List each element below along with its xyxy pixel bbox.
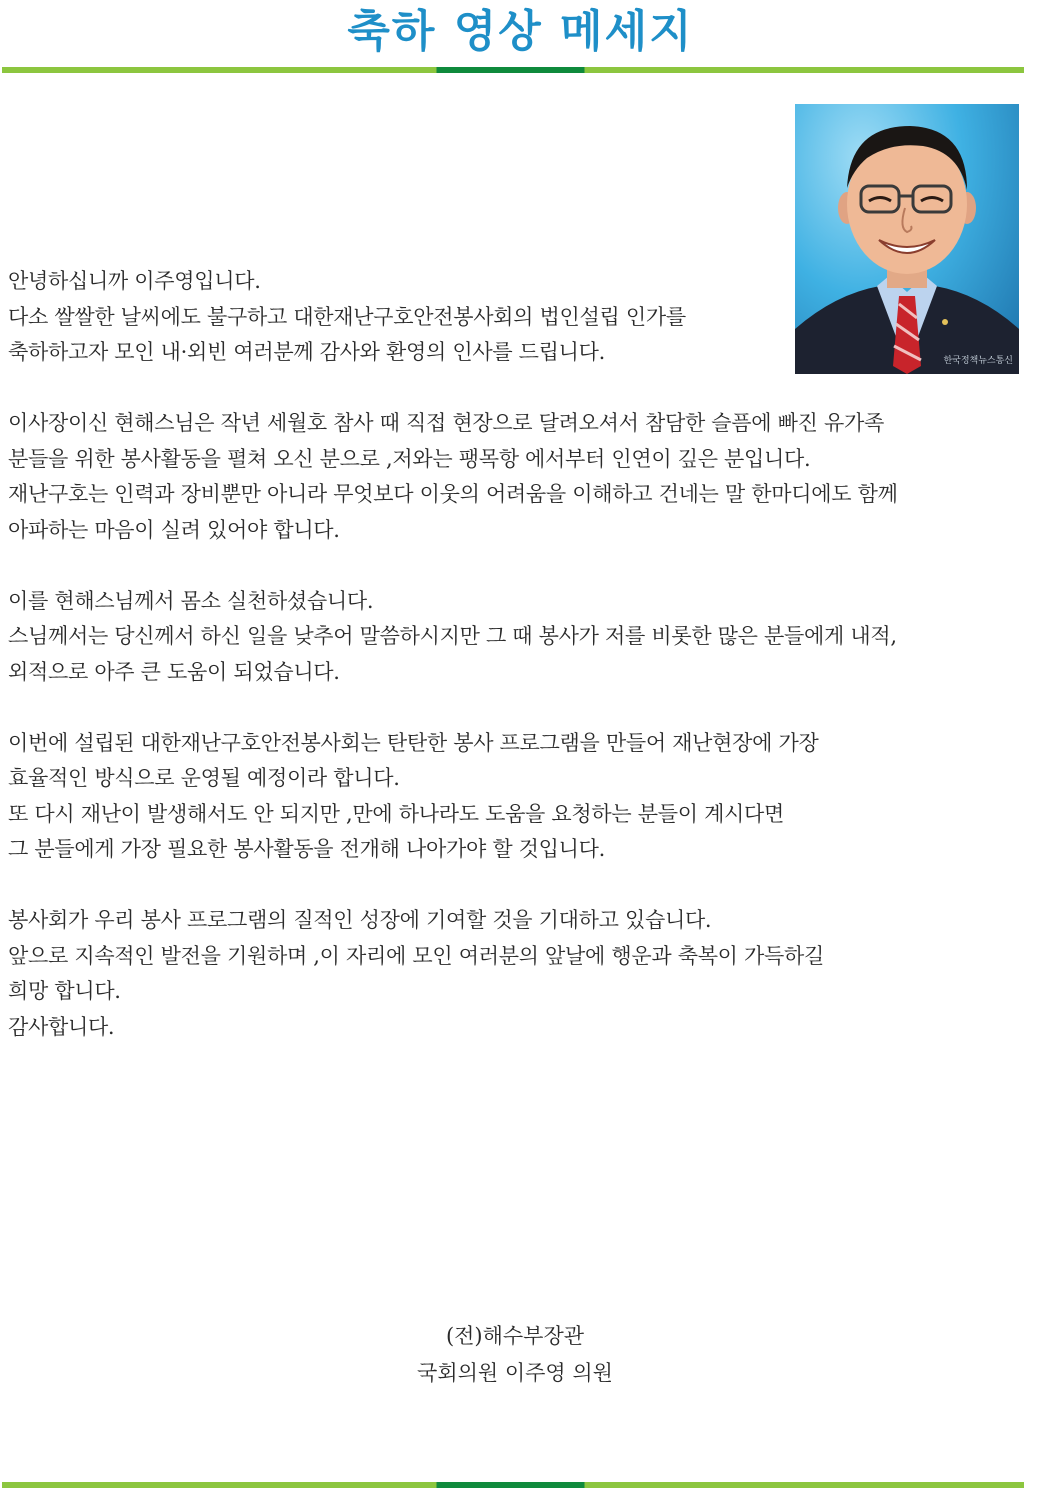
paragraph-introduction (8, 406, 1023, 548)
text-line: 희망 합니다. (8, 979, 121, 1003)
text-line: 이를 현해스님께서 몸소 실천하셨습니다. (8, 588, 374, 613)
text-line: 앞으로 지속적인 발전을 기원하며 ,이 자리에 모인 여러분의 앞날에 행운과 축복이 가득하길 (8, 943, 824, 968)
footer-divider (2, 1482, 1024, 1488)
message-body (8, 264, 1023, 1081)
text-line: 축하하고자 모인 내·외빈 여러분께 감사와 환영의 인사를 드립니다. (8, 340, 605, 364)
text-line: 감사합니다. (8, 1014, 115, 1039)
title-divider (2, 67, 1024, 73)
text-line: 그 분들에게 가장 필요한 봉사활동을 전개해 나아가야 할 것입니다. (8, 837, 605, 861)
text-line: 스님께서는 당신께서 하신 일을 낮추어 말씀하시지만 그 때 봉사가 저를 비롯한 많은 분들에게 내적, (8, 624, 897, 648)
paragraph-gratitude (8, 584, 1023, 691)
text-line: 재난구호는 인력과 장비뿐만 아니라 무엇보다 이웃의 어려움을 이해하고 건네는 말 한마디에도 함께 (8, 482, 898, 506)
paragraph-closing (8, 903, 1023, 1045)
text-line: 다소 쌀쌀한 날씨에도 불구하고 대한재난구호안전봉사회의 법인설립 인가를 (8, 304, 686, 329)
paragraph-plans (8, 726, 1023, 868)
text-line: 아파하는 마음이 실려 있어야 합니다. (8, 517, 340, 542)
signature-name: 국회의원 이주영 의원 (417, 1361, 613, 1385)
text-line: 봉사회가 우리 봉사 프로그램의 질적인 성장에 기여할 것을 기대하고 있습니다. (8, 908, 712, 932)
text-line: 또 다시 재난이 발생해서도 안 되지만 ,만에 하나라도 도움을 요청하는 분들이 계시다면 (8, 801, 785, 826)
text-line: 외적으로 아주 큰 도움이 되었습니다. (8, 659, 340, 684)
text-line: 분들을 위한 봉사활동을 펼쳐 오신 분으로 ,저와는 팽목항 에서부터 인연이 깊은 분입니다. (8, 446, 811, 471)
photo-watermark: 한국정책뉴스통신 (943, 356, 1013, 366)
text-line: 이사장이신 현해스님은 작년 세월호 참사 때 직접 현장으로 달려오셔서 참담한 슬픔에 빠진 유가족 (8, 411, 884, 435)
text-line: 이번에 설립된 대한재난구호안전봉사회는 탄탄한 봉사 프로그램을 만들어 재난현장에 가장 (8, 730, 819, 755)
text-line: 안녕하십니까 이주영입니다. (8, 269, 261, 293)
paragraph-greeting (8, 264, 1023, 371)
signature-block (0, 1318, 1030, 1392)
signature-former-title: (전)해수부장관 (445, 1324, 585, 1348)
text-line: 효율적인 방식으로 운영될 예정이라 합니다. (8, 766, 400, 790)
page-title: 축하 영상 메세지 (347, 6, 694, 57)
